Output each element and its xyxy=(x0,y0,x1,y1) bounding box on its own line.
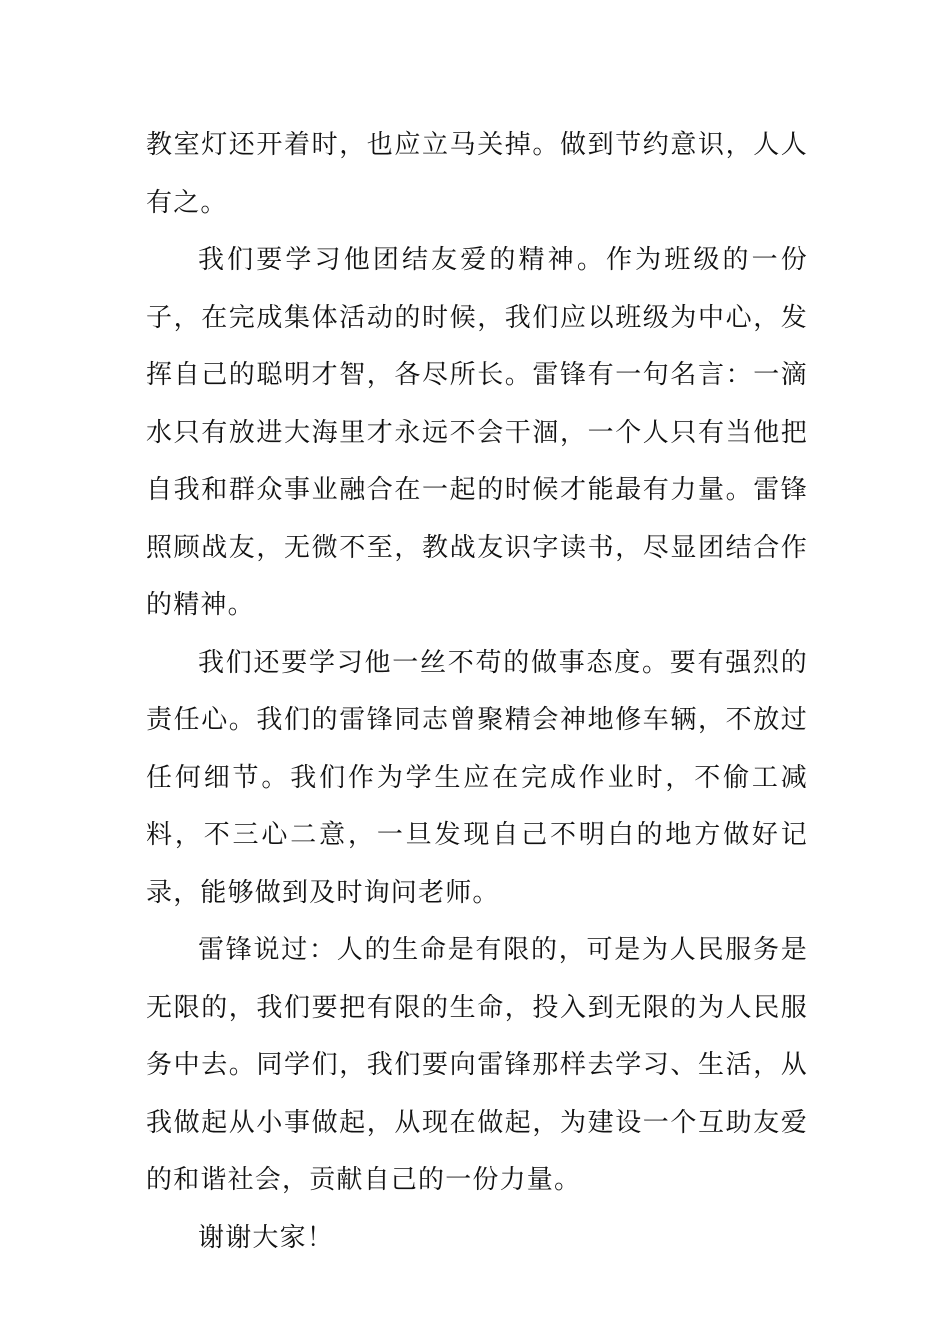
paragraph-serve-people: 雷锋说过：人的生命是有限的，可是为人民服务是无限的，我们要把有限的生命，投入到无限的为人民服务中去。同学们，我们要向雷锋那样去学习、生活，从我做起从小事做起，从现在做起，为建设一个互助友爱的和谐社会，贡献自己的一份力量。 xyxy=(146,935,808,1195)
paragraph-unity-spirit: 我们要学习他团结友爱的精神。作为班级的一份子，在完成集体活动的时候，我们应以班级为中心，发挥自己的聪明才智，各尽所长。雷锋有一句名言：一滴水只有放进大海里才永远不会干涸，一个人只有当他把自我和群众事业融合在一起的时候才能最有力量。雷锋照顾战友，无微不至，教战友识字读书，尽显团结合作的精神。 xyxy=(146,245,808,620)
paragraph-continuation: 教室灯还开着时，也应立马关掉。做到节约意识，人人有之。 xyxy=(146,130,808,218)
paragraph-work-attitude: 我们还要学习他一丝不苟的做事态度。要有强烈的责任心。我们的雷锋同志曾聚精会神地修车辆，不放过任何细节。我们作为学生应在完成作业时，不偷工减料，不三心二意，一旦发现自己不明白的地方做好记录，能够做到及时询问老师。 xyxy=(146,647,808,908)
document-body xyxy=(146,117,808,1267)
paragraph-thanks: 谢谢大家！ xyxy=(198,1222,335,1253)
